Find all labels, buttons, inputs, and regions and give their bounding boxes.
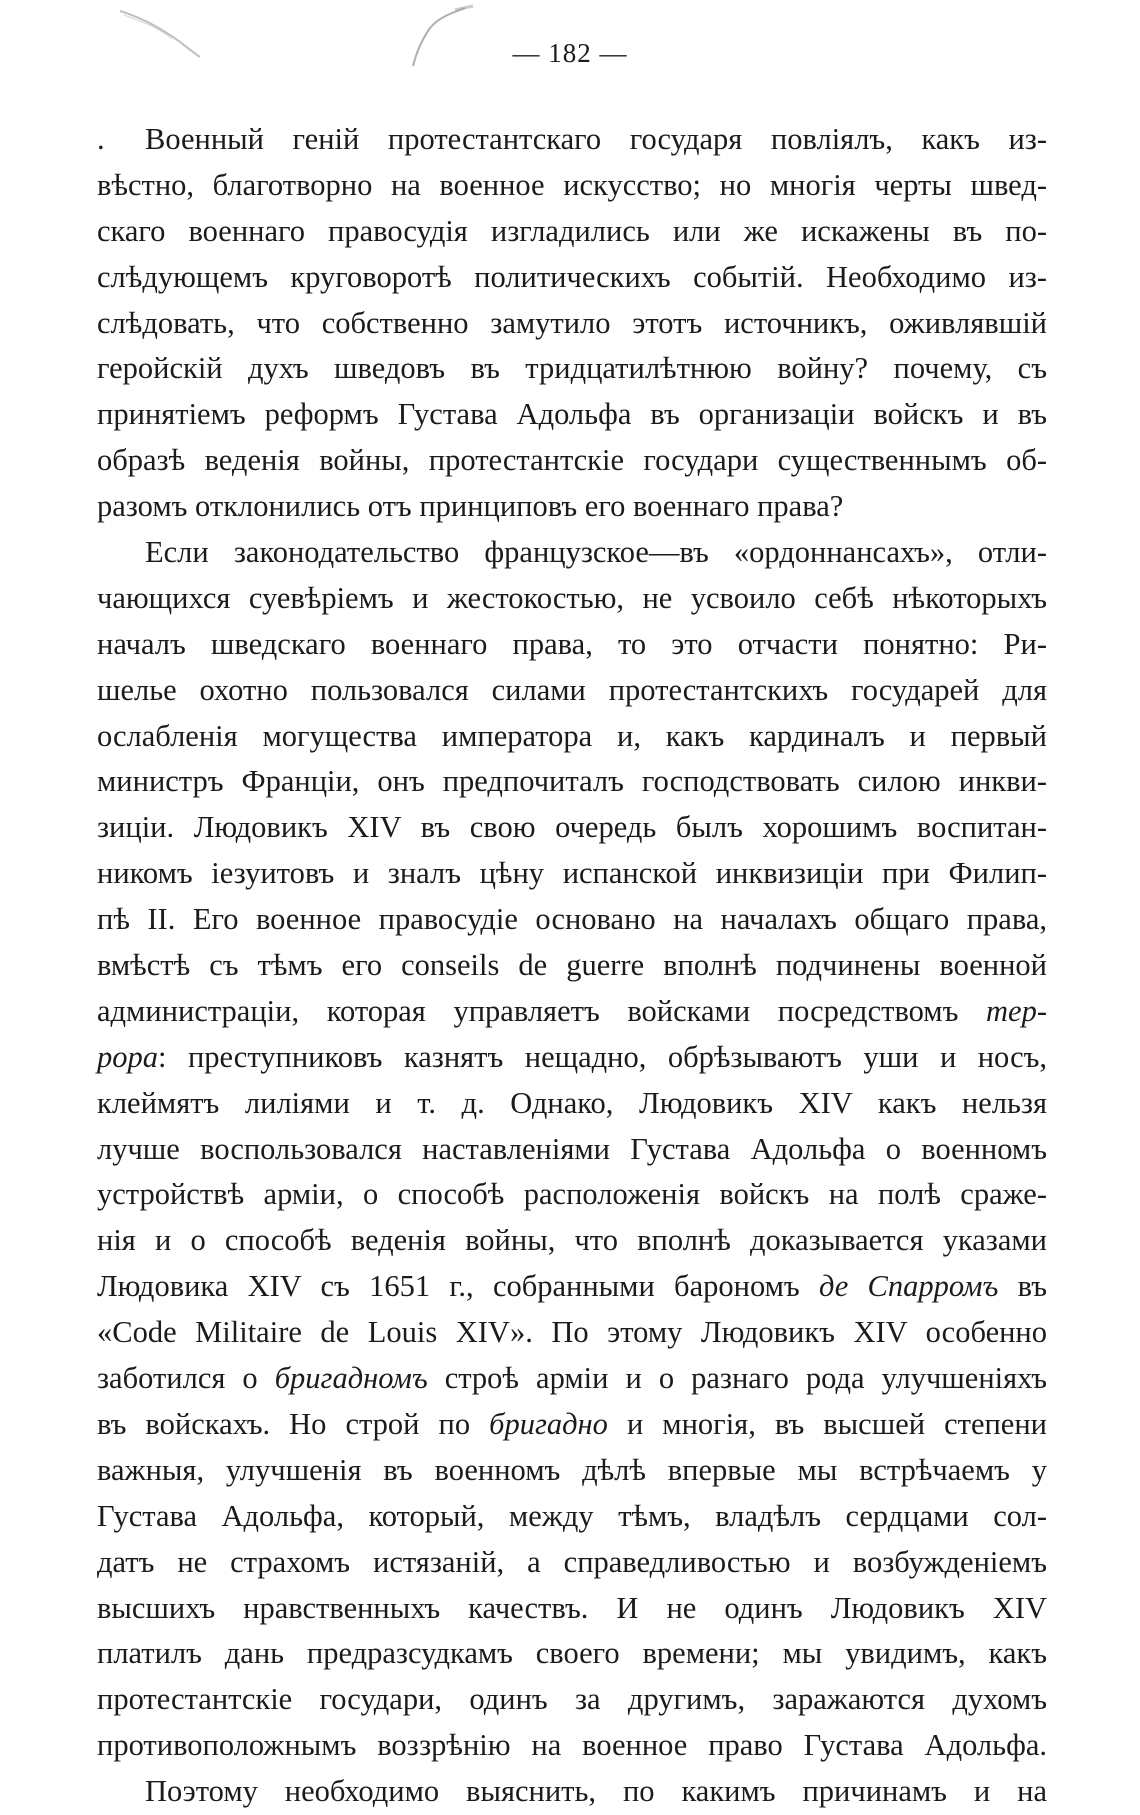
text-line: платилъ дань предразсудкамъ своего времени; мы увидимъ, какъ xyxy=(97,1636,1047,1671)
text-line: протестантскіе государи, одинъ за другимъ, заражаются духомъ xyxy=(97,1682,1047,1717)
text-line: въ войскахъ. Но строй по бригадно и многія, въ высшей степени xyxy=(97,1406,1047,1441)
text-line: администраціи, которая управляетъ войсками посредствомъ тер- xyxy=(97,993,1047,1028)
text-line: Если законодательство французское—въ «ордоннансахъ», отли- xyxy=(145,535,1047,570)
text-line: началъ шведскаго военнаго права, то это отчасти понятно: Ри- xyxy=(97,626,1047,661)
text-line: геройскій духъ шведовъ въ тридцатилѣтнюю войну? почему, съ xyxy=(97,351,1047,386)
text-line: противоположнымъ воззрѣнію на военное право Густава Адольфа. xyxy=(97,1728,1047,1763)
text-line: никомъ іезуитовъ и зналъ цѣну испанской инквизиціи при Филип- xyxy=(97,856,1047,891)
body-text xyxy=(97,117,1047,1815)
text-line: датъ не страхомъ истязаній, а справедливостью и возбужденіемъ xyxy=(97,1544,1047,1579)
text-line: Людовика XIV съ 1651 г., собранными барономъ де Спарромъ въ xyxy=(97,1269,1047,1304)
text-line: Густава Адольфа, который, между тѣмъ, владѣлъ сердцами сол- xyxy=(97,1498,1047,1533)
text-line: рора: преступниковъ казнятъ нещадно, обрѣзываютъ уши и носъ, xyxy=(97,1039,1047,1074)
text-line: важныя, улучшенія въ военномъ дѣлѣ впервые мы встрѣчаемъ у xyxy=(97,1452,1047,1487)
text-line: чающихся суевѣріемъ и жестокостью, не усвоило себѣ нѣкоторыхъ xyxy=(97,580,1047,615)
text-line: клеймятъ лиліями и т. д. Однако, Людовикъ XIV какъ нельзя xyxy=(97,1085,1047,1120)
text-line: министръ Франціи, онъ предпочиталъ господствовать силою инкви- xyxy=(97,764,1047,799)
text-line: «Code Militaire de Louis XIV». По этому Людовикъ XIV особенно xyxy=(97,1315,1047,1350)
text-line: слѣдующемъ круговоротѣ политическихъ событій. Необходимо из- xyxy=(97,259,1047,294)
text-line: скаго военнаго правосудія изгладились или же искажены въ по- xyxy=(97,213,1047,248)
text-line: вмѣстѣ съ тѣмъ его conseils de guerre вполнѣ подчинены военной xyxy=(97,948,1047,983)
text-line: пѣ II. Его военное правосудіе основано на началахъ общаго права, xyxy=(97,902,1047,937)
text-line: лучше воспользовался наставленіями Густава Адольфа о военномъ xyxy=(97,1131,1047,1166)
text-line: . Военный геній протестантскаго государя повліялъ, какъ из- xyxy=(97,122,1047,156)
text-line: нія и о способѣ веденія войны, что вполнѣ доказывается указами xyxy=(97,1223,1047,1258)
text-line: вѣстно, благотворно на военное искусство; но многія черты швед- xyxy=(97,167,1047,202)
text-line: Поэтому необходимо выяснить, по какимъ причинамъ и на xyxy=(145,1774,1047,1809)
text-line: высшихъ нравственныхъ качествъ. И не одинъ Людовикъ XIV xyxy=(97,1590,1047,1625)
paragraph-2 xyxy=(97,530,1047,1769)
text-line: ослабленія могущества императора и, какъ кардиналъ и первый xyxy=(97,718,1047,753)
text-line: зиціи. Людовикъ XIV въ свою очередь былъ хорошимъ воспитан- xyxy=(97,810,1047,845)
text-line: слѣдовать, что собственно замутило этотъ источникъ, оживлявшій xyxy=(97,305,1047,340)
page-number: — 182 — xyxy=(512,38,628,68)
paragraph-1 xyxy=(97,117,1047,530)
text-line: разомъ отклонились отъ принциповъ его военнаго права? xyxy=(97,489,844,524)
text-line: устройствѣ арміи, о способѣ расположенія войскъ на полѣ сраже- xyxy=(97,1177,1047,1212)
text-line: заботился о бригадномъ строѣ арміи и о разнаго рода улучшеніяхъ xyxy=(97,1361,1048,1396)
text-line: шелье охотно пользовался силами протестантскихъ государей для xyxy=(97,672,1047,707)
text-line: образѣ веденія войны, протестантскіе государи существеннымъ об- xyxy=(97,443,1047,478)
paragraph-3 xyxy=(97,1769,1047,1815)
text-line: принятіемъ реформъ Густава Адольфа въ организаціи войскъ и въ xyxy=(97,397,1047,432)
